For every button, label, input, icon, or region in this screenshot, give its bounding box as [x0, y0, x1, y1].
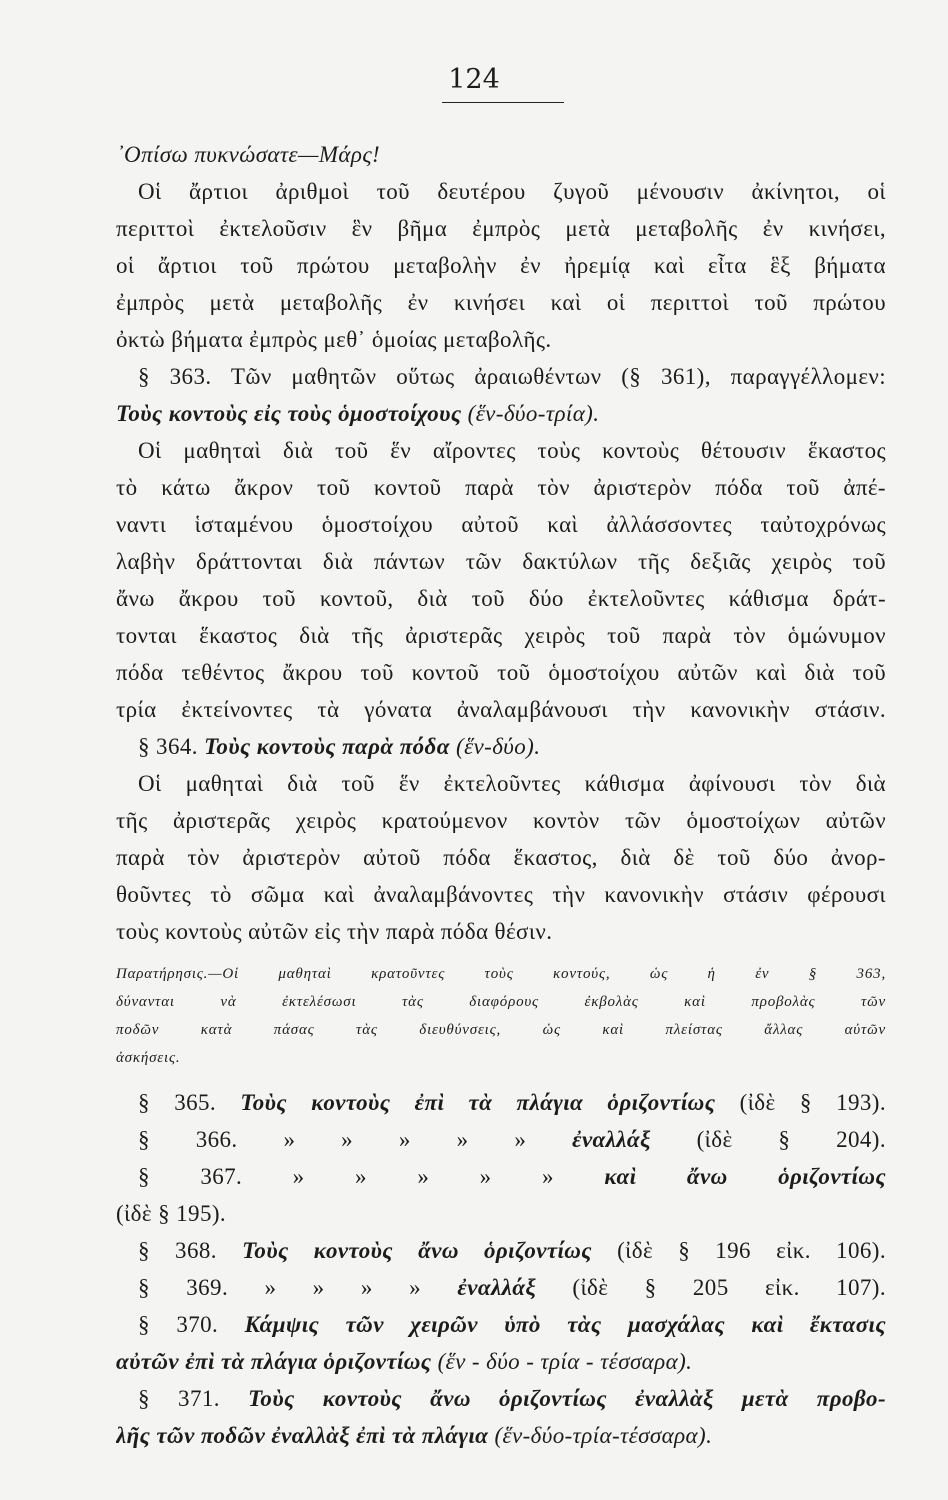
text-line: τοὺς κοντοὺς αὐτῶν εἰς τὴν παρὰ πόδα θέσιν.: [116, 919, 553, 944]
section-title: Κάμψις τῶν χειρῶν ὑπὸ τὰς μασχάλας καὶ ἔκτασις: [244, 1312, 886, 1337]
text-line: τὸ κάτω ἄκρον τοῦ κοντοῦ παρὰ τὸν ἀριστερὸν πόδα τοῦ ἀπέ-: [116, 475, 886, 500]
text-line: παρὰ τὸν ἀριστερὸν αὐτοῦ πόδα ἕκαστος, διὰ δὲ τοῦ δύο ἀνορ-: [116, 845, 886, 870]
section-369: [116, 1269, 886, 1306]
section-ref: (ἰδὲ § 196 εἰκ. 106).: [617, 1238, 886, 1263]
ditto-marks: » » » »: [264, 1275, 422, 1300]
text-line: Οἱ ἄρτιοι ἀριθμοὶ τοῦ δευτέρου ζυγοῦ μένουσιν ἀκίνητοι, οἱ: [138, 179, 886, 204]
section-number: § 366.: [138, 1127, 238, 1152]
section-371-cont: [116, 1417, 886, 1454]
section-ref: (ἰδὲ § 204).: [696, 1127, 886, 1152]
section-number: § 368.: [138, 1238, 217, 1263]
section-number: § 363.: [138, 364, 212, 389]
section-368: [116, 1232, 886, 1269]
text-line: ναντι ἱσταμένου ὁμοστοίχου αὐτοῦ καὶ ἀλλάσσοντες ταὐτοχρόνως: [116, 512, 886, 537]
section-364: [116, 728, 886, 765]
section-title: ἐναλλάξ: [457, 1275, 537, 1300]
body-text: [116, 136, 886, 1454]
note-line: ποδῶν κατὰ πάσας τὰς διευθύνσεις, ὡς καὶ πλείστας ἄλλας αὐτῶν: [116, 1022, 886, 1038]
section-text: Τῶν μαθητῶν οὕτως ἀραιωθέντων (§ 361), παραγγέλλομεν:: [230, 364, 886, 389]
text-line: περιττοὶ ἐκτελοῦσιν ἓν βῆμα ἐμπρὸς μετὰ μεταβολῆς ἐν κινήσει,: [116, 216, 886, 241]
section-number: § 371.: [138, 1386, 220, 1411]
section-363: [116, 358, 886, 395]
section-title: Τοὺς κοντοὺς ἄνω ὁριζοντίως: [242, 1238, 592, 1263]
text-line: οἱ ἄρτιοι τοῦ πρώτου μεταβολὴν ἐν ἠρεμίᾳ καὶ εἶτα ἓξ βήματα: [116, 253, 886, 278]
section-365: [116, 1084, 886, 1121]
section-count: (ἕν-δύο).: [456, 734, 541, 759]
text-line: Οἱ μαθηταὶ διὰ τοῦ ἕν ἐκτελοῦντες κάθισμα ἀφίνουσι τὸν διὰ: [138, 771, 886, 796]
section-number: § 367.: [138, 1164, 243, 1189]
section-ref: (ἰδὲ § 205 εἰκ. 107).: [572, 1275, 886, 1300]
section-number: § 365.: [138, 1090, 217, 1115]
section-count: (ἕν-δύο-τρία-τέσσαρα).: [494, 1423, 713, 1448]
text-line: λαβὴν δράττονται διὰ πάντων τῶν δακτύλων τῆς δεξιᾶς χειρὸς τοῦ: [116, 549, 886, 574]
text-line: τῆς ἀριστερᾶς χειρὸς κρατούμενον κοντὸν τῶν ὁμοστοίχων αὐτῶν: [116, 808, 886, 833]
note-line: Παρατήρησις.—Οἱ μαθηταὶ κρατοῦντες τοὺς κοντούς, ὡς ἡ ἐν § 363,: [116, 966, 886, 982]
text-line: ὀκτὼ βήματα ἐμπρὸς μεθ᾽ ὁμοίας μεταβολῆς.: [116, 327, 552, 352]
section-title: Τοὺς κοντοὺς παρὰ πόδα: [204, 734, 450, 759]
section-ref: (ἰδὲ § 193).: [739, 1090, 886, 1115]
text-line: Οἱ μαθηταὶ διὰ τοῦ ἕν αἴροντες τοὺς κοντοὺς θέτουσιν ἕκαστος: [138, 438, 886, 463]
section-370: [116, 1306, 886, 1343]
text-line: πόδα τεθέντος ἄκρου τοῦ κοντοῦ τοῦ ὁμοστοίχου αὐτῶν καὶ διὰ τοῦ: [116, 660, 886, 685]
ditto-marks: » » » » »: [292, 1164, 554, 1189]
section-title: Τοὺς κοντοὺς ἄνω ὁριζοντίως ἐναλλὰξ μετὰ προβο-: [248, 1386, 886, 1411]
text-line: ἄνω ἄκρου τοῦ κοντοῦ, διὰ τοῦ δύο ἐκτελοῦντες κάθισμα δράτ-: [116, 586, 886, 611]
section-title: λῆς τῶν ποδῶν ἐναλλὰξ ἐπὶ τὰ πλάγια: [116, 1423, 489, 1448]
section-367-ref: (ἰδὲ § 195).: [116, 1201, 227, 1226]
section-366: [116, 1121, 886, 1158]
page-number: 124: [448, 64, 500, 95]
section-title: καὶ ἄνω ὁριζοντίως: [604, 1164, 886, 1189]
section-count: (ἕν-δύο-τρία).: [467, 401, 600, 426]
ditto-marks: » » » » »: [283, 1127, 527, 1152]
text-line: ἐμπρὸς μετὰ μεταβολῆς ἐν κινήσει καὶ οἱ περιττοὶ τοῦ πρώτου: [116, 290, 886, 315]
section-367: [116, 1158, 886, 1195]
section-363-command: [116, 395, 886, 432]
note-line: δύνανται νὰ ἐκτελέσωσι τὰς διαφόρους ἐκβολὰς καὶ προβολὰς τῶν: [116, 994, 886, 1010]
section-number: § 370.: [138, 1312, 219, 1337]
section-title: αὐτῶν ἐπὶ τὰ πλάγια ὁριζοντίως: [116, 1349, 432, 1374]
section-number: § 369.: [138, 1275, 229, 1300]
section-number: § 364.: [138, 734, 198, 759]
text-line: θοῦντες τὸ σῶμα καὶ ἀναλαμβάνοντες τὴν κανονικὴν στάσιν φέρουσι: [116, 882, 886, 907]
text-line: τονται ἕκαστος διὰ τῆς ἀριστερᾶς χειρὸς τοῦ παρὰ τὸν ὁμώνυμον: [116, 623, 886, 648]
header-rule: [442, 102, 564, 103]
text-line: τρία ἐκτείνοντες τὰ γόνατα ἀναλαμβάνουσι τὴν κανονικὴν στάσιν.: [116, 697, 886, 722]
section-371: [116, 1380, 886, 1417]
section-count: (ἕν - δύο - τρία - τέσσαρα).: [437, 1349, 693, 1374]
section-title: Τοὺς κοντοὺς ἐπὶ τὰ πλάγια ὁριζοντίως: [240, 1090, 716, 1115]
command-heading: ᾽Οπίσω πυκνώσατε—Μάρς!: [116, 142, 381, 167]
section-title: Τοὺς κοντοὺς εἰς τοὺς ὁμοστοίχους: [116, 401, 462, 426]
note-line: ἀσκήσεις.: [116, 1050, 181, 1066]
section-title: ἐναλλάξ: [572, 1127, 651, 1152]
section-370-cont: [116, 1343, 886, 1380]
